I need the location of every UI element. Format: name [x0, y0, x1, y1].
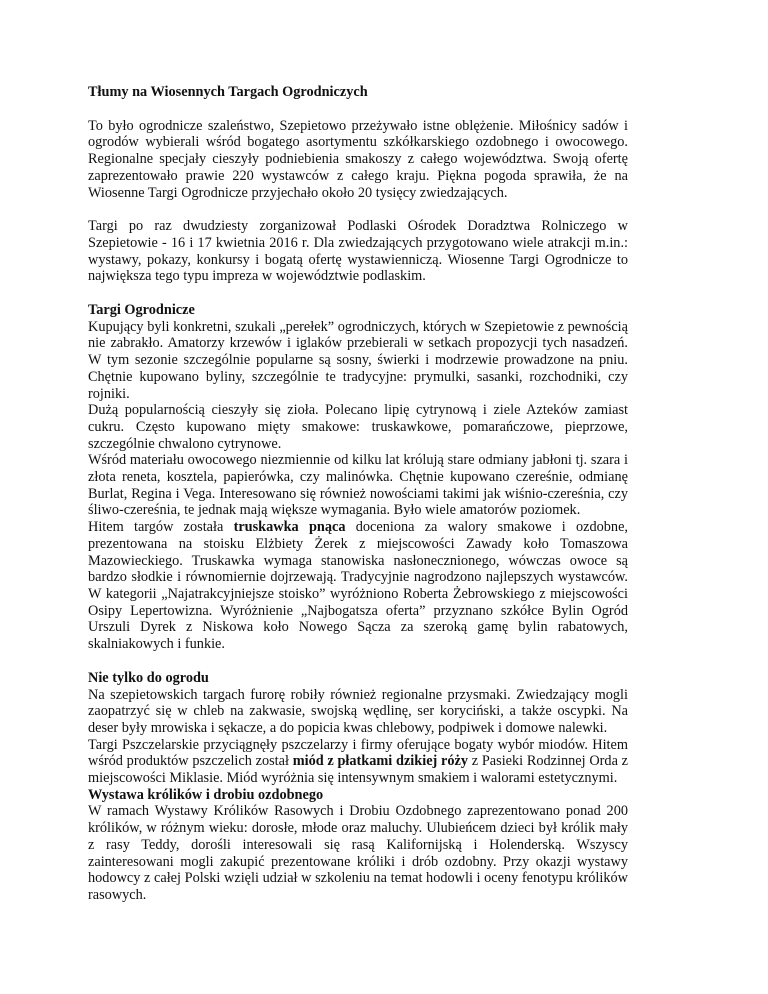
section2-paragraph-2: [88, 737, 628, 787]
article-title: Tłumy na Wiosennych Targach Ogrodniczych: [88, 84, 368, 100]
section1-paragraph-3: Wśród materiału owocowego niezmiennie od kilku lat królują stare odmiany jabłoni tj. szara i złota reneta, kosztela, papierówka, czy malinówka. Chętnie kupowano czereśnie, odmianę Burlat, Regina i Vega. Interesowano się również nowościami takimi jak wiśnio-czereśnia, czy śliwo-czereśnia, te jednak mają większe wymagania. Było wiele amatorów poziomek.: [88, 452, 628, 519]
intro-paragraph-2: Targi po raz dwudziesty zorganizował Podlaski Ośrodek Doradztwa Rolniczego w Szepietowie - 16 i 17 kwietnia 2016 r. Dla zwiedzających przygotowano wiele atrakcji m.in.: wystawy, pokazy, konkursy i bogatą ofertę wystawienniczą. Wiosenne Targi Ogrodnicze to największa tego typu impreza w województwie podlaskim.: [88, 218, 628, 285]
intro-paragraph: To było ogrodnicze szaleństwo, Szepietowo przeżywało istne oblężenie. Miłośnicy sadów i ogrodów wybierali wśród bogatego asortymentu szkółkarskiego ozdobnego i owocowego. Regionalne specjały cieszyły podniebienia smakoszy z całego województwa. Swoją ofertę zaprezentowało prawie 220 wystawców z całego kraju. Piękna pogoda sprawiła, że na Wiosenne Targi Ogrodnicze przyjechało około 20 tysięcy zwiedzających.: [88, 117, 628, 201]
section-heading-nie-tylko: Nie tylko do ogrodu: [88, 669, 209, 686]
section1-paragraph-1: Kupujący byli konkretni, szukali „perełek” ogrodniczych, których w Szepietowie z pewnością nie zabrakło. Amatorzy krzewów i iglaków przebierali w setkach propozycji tych nasadzeń. W tym sezonie szczególnie popularne są sosny, świerki i modrzewie prowadzone na pniu. Chętnie kupowano byliny, szczególnie te tradycyjne: prymulki, sasanki, rozchodniki, czy rojniki.: [88, 318, 628, 402]
section-heading-targi: Targi Ogrodnicze: [88, 302, 195, 319]
section2-p2-after: z Pasieki Rodzinnej Orda z miejscowości Miklasie. Miód wyróżnia się intensywnym smakiem i walorami estetycznymi.: [88, 753, 628, 787]
section-heading-wystawa: Wystawa królików i drobiu ozdobnego: [88, 786, 324, 803]
honey-highlight: miód z płatkami dzikiej róży: [292, 753, 469, 770]
section1-paragraph-4: [88, 519, 628, 653]
section2-paragraph-1: Na szepietowskich targach furorę robiły również regionalne przysmaki. Zwiedzający mogli zaopatrzyć się w chleb na zakwasie, swojską wędlinę, ser koryciński, a także oscypki. Na deser były mrowiska i sękacze, a do popicia kwas chlebowy, podpiwek i domowe nalewki.: [88, 686, 628, 736]
section2-p2-before: Targi Pszczelarskie przyciągnęły pszczelarzy i firmy oferujące bogaty wybór miodów. Hitem wśród produktów pszczelich został: [88, 736, 628, 770]
strawberry-highlight: truskawka pnąca: [233, 519, 346, 536]
section1-p4-after: doceniona za walory smakowe i ozdobne, prezentowana na stoisku Elżbiety Żerek z miejscowości Zawady koło Tomaszowa Mazowieckiego. Truskawka wymaga stanowiska nasłonecznionego, wówczas owoce są bardzo słodkie i równomiernie dojrzewają. Tradycyjnie nagrodzono najlepszych wystawców. W kategorii „Najatrakcyjniejsze stoisko” wyróżniono Roberta Żebrowskiego z miejscowości Osipy Lepertowizna. Wyróżnienie „Najbogatsza oferta” przyznano szkółce Bylin Ogród Urszuli Dyrek z Niskowa koło Nowego Sącza za szeroką gamę bylin rabatowych, skalniakowych i funkie.: [88, 519, 628, 653]
section1-paragraph-2: Dużą popularnością cieszyły się zioła. Polecano lipię cytrynową i ziele Azteków zamiast cukru. Często kupowano mięty smakowe: truskawkowe, pomarańczowe, pieprzowe, szczególnie chwalono cytrynowe.: [88, 402, 628, 452]
section1-p4-before: Hitem targów została: [88, 519, 234, 536]
section3-paragraph-1: W ramach Wystawy Królików Rasowych i Drobiu Ozdobnego zaprezentowano ponad 200 królików, w różnym wieku: dorosłe, młode oraz maluchy. Ulubieńcem dzieci był królik mały z rasy Teddy, dorośli interesowali się rasą Kalifornijską i Holenderską. Wszyscy zainteresowani mogli zakupić prezentowane króliki i drób ozdobny. Przy okazji wystawy hodowcy z całej Polski wzięli udział w szkoleniu na temat hodowli i oceny fenotypu królików rasowych.: [88, 803, 628, 903]
